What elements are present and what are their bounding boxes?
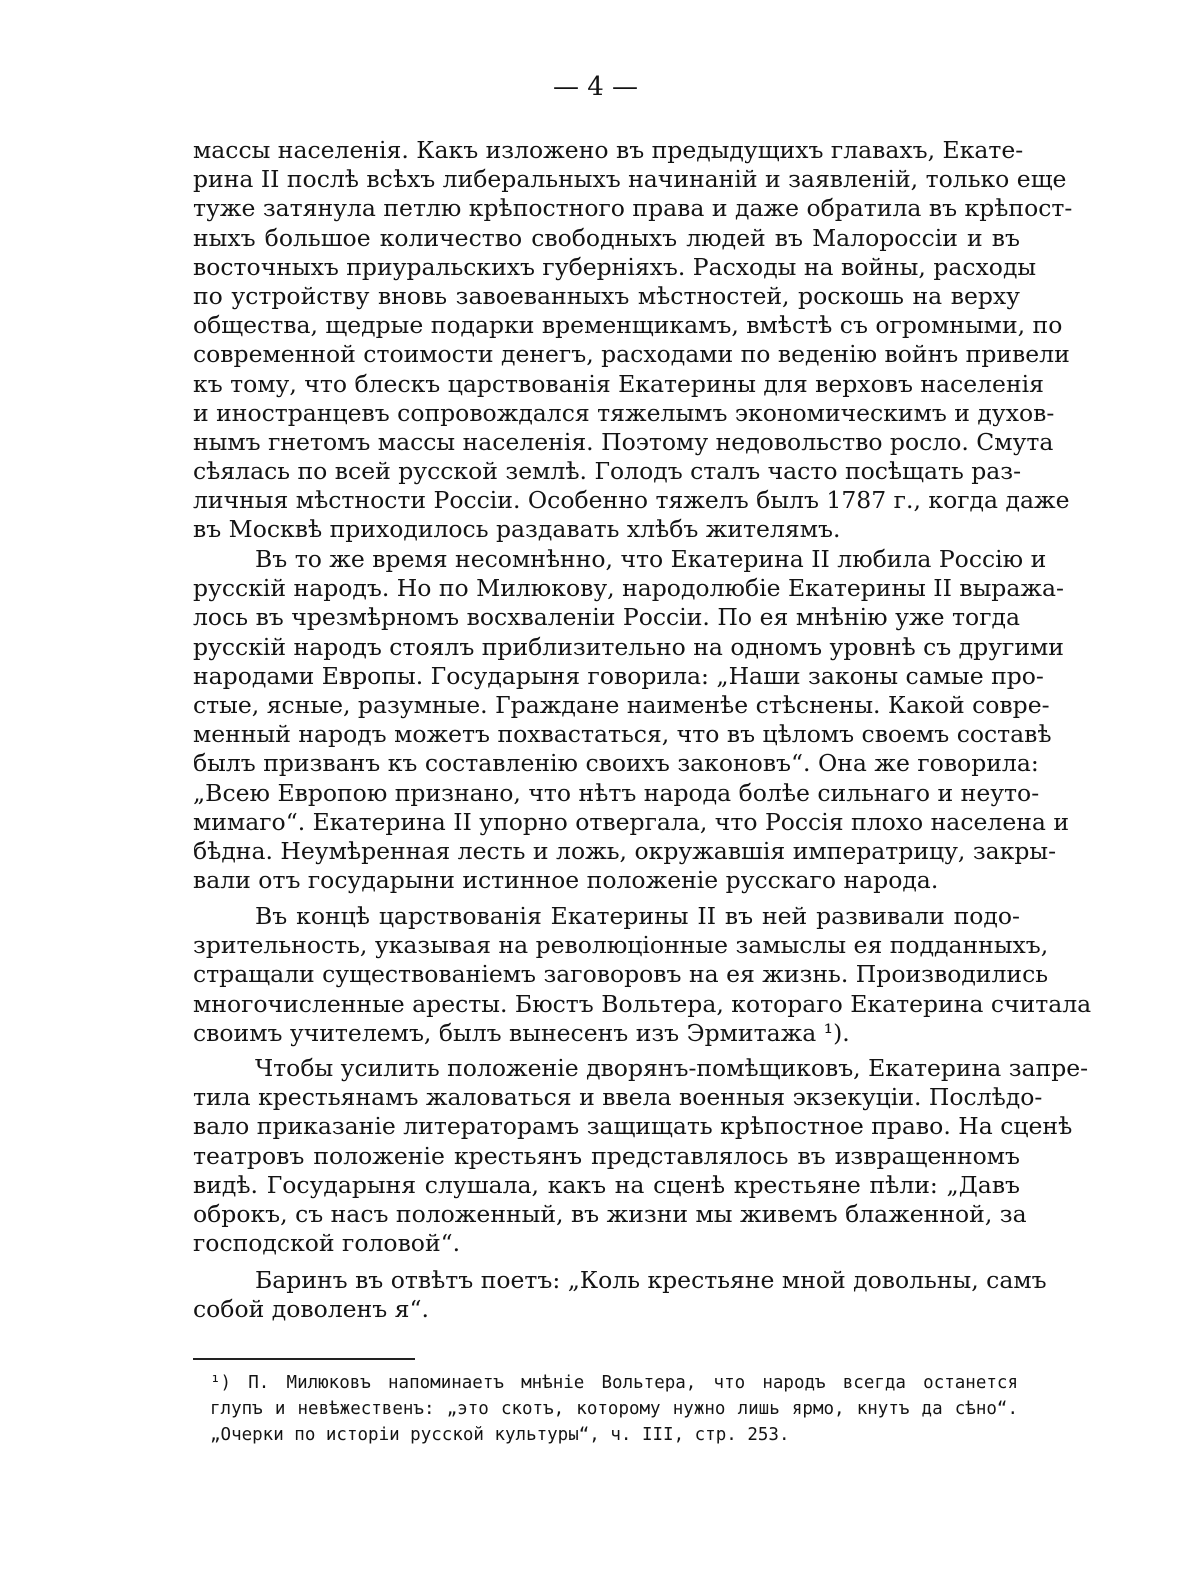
text-line: бѣдна. Неумѣренная лесть и ложь, окружавшія императрицу, закры-: [193, 836, 1057, 865]
text-line: туже затянула петлю крѣпостного права и даже обратила въ крѣпост-: [193, 194, 1073, 223]
text-line: русскій народъ стоялъ приблизительно на одномъ уровнѣ съ другими: [193, 632, 1064, 661]
text-line: ныхъ большое количество свободныхъ людей въ Малороссіи и въ: [193, 223, 1020, 252]
footnote-line: глупъ и невѣжественъ: „это скотъ, которому нужно лишь ярмо, кнутъ да сѣно“.: [210, 1399, 1018, 1419]
text-line: Въ концѣ царствованія Екатерины II въ ней развивали подо-: [255, 902, 1020, 930]
text-line: массы населенія. Какъ изложено въ предыдущихъ главахъ, Екате-: [193, 136, 1024, 164]
text-line: нымъ гнетомъ массы населенія. Поэтому недовольство росло. Смута: [193, 427, 1054, 456]
text-line: стые, ясные, разумные. Граждане наименѣе стѣснены. Какой совре-: [193, 690, 1050, 719]
text-line: „Всею Европою признано, что нѣтъ народа болѣе сильнаго и неуто-: [193, 778, 1040, 807]
text-line: вали отъ государыни истинное положеніе русскаго народа.: [193, 866, 939, 895]
footnote-divider: [193, 1358, 415, 1360]
text-line: театровъ положеніе крестьянъ представлялось въ извращенномъ: [193, 1141, 1020, 1170]
text-line: своимъ учителемъ, былъ вынесенъ изъ Эрмитажа ¹).: [193, 1018, 850, 1047]
text-line: оброкъ, съ насъ положенный, въ жизни мы живемъ блаженной, за: [193, 1199, 1027, 1228]
text-line: господской головой“.: [193, 1229, 461, 1258]
text-line: зрительность, указывая на революціонные замыслы ея подданныхъ,: [193, 931, 1049, 960]
footnote-line: ¹) П. Милюковъ напоминаетъ мнѣніе Вольтера, что народъ всегда останется: [210, 1373, 1018, 1393]
text-line: собой доволенъ я“.: [193, 1295, 429, 1324]
text-line: Чтобы усилить положеніе дворянъ-помѣщиковъ, Екатерина запре-: [255, 1054, 1089, 1082]
text-line: къ тому, что блескъ царствованія Екатерины для верховъ населенія: [193, 369, 1044, 398]
text-line: русскій народъ. Но по Милюкову, народолюбіе Екатерины II выража-: [193, 574, 1064, 603]
text-line: менный народъ можетъ похвастаться, что въ цѣломъ своемъ составѣ: [193, 720, 1052, 749]
text-line: въ Москвѣ приходилось раздавать хлѣбъ жителямъ.: [193, 515, 841, 544]
text-line: Въ то же время несомнѣнно, что Екатерина II любила Россію и: [255, 545, 1047, 573]
text-line: рина II послѣ всѣхъ либеральныхъ начинаній и заявленій, только еще: [193, 165, 1067, 194]
footnote: [210, 1370, 1018, 1448]
text-line: восточныхъ приуральскихъ губерніяхъ. Расходы на войны, расходы: [193, 252, 1037, 281]
text-line: мимаго“. Екатерина II упорно отвергала, что Россія плохо населена и: [193, 807, 1070, 836]
text-line: личныя мѣстности Россіи. Особенно тяжелъ былъ 1787 г., когда даже: [193, 486, 1070, 515]
text-line: и иностранцевъ сопровождался тяжелымъ экономическимъ и духов-: [193, 398, 1055, 427]
paragraph-4: [193, 1054, 1089, 1258]
text-line: лось въ чрезмѣрномъ восхваленіи Россіи. По ея мнѣнію уже тогда: [193, 603, 1020, 632]
text-line: сѣялась по всей русской землѣ. Голодъ сталъ часто посѣщать раз-: [193, 457, 1022, 486]
text-line: многочисленные аресты. Бюстъ Вольтера, котораго Екатерина считала: [193, 989, 1092, 1018]
paragraph-2: [193, 545, 1070, 895]
text-line: былъ призванъ къ составленію своихъ законовъ“. Она же говорила:: [193, 749, 1039, 778]
page-number: — 4 —: [552, 72, 639, 102]
text-line: видѣ. Государыня слушала, какъ на сценѣ крестьяне пѣли: „Давъ: [193, 1170, 1020, 1199]
text-line: по устройству вновь завоеванныхъ мѣстностей, роскошь на верху: [193, 281, 1020, 310]
text-line: народами Европы. Государыня говорила: „Наши законы самые про-: [193, 661, 1044, 690]
text-line: современной стоимости денегъ, расходами по веденію войнъ привели: [193, 340, 1070, 369]
text-line: тила крестьянамъ жаловаться и ввела военныя экзекуціи. Послѣдо-: [193, 1083, 1043, 1112]
footnote-line: „Очерки по исторіи русской культуры“, ч. III, стр. 253.: [210, 1425, 790, 1445]
text-line: вало приказаніе литераторамъ защищать крѣпостное право. На сценѣ: [193, 1112, 1073, 1141]
text-line: Баринъ въ отвѣтъ поетъ: „Коль крестьяне мной довольны, самъ: [255, 1266, 1047, 1294]
paragraph-1: [193, 136, 1073, 545]
paragraph-5: [193, 1266, 1047, 1324]
text-line: стращали существованіемъ заговоровъ на ея жизнь. Производились: [193, 960, 1049, 989]
text-line: общества, щедрые подарки временщикамъ, вмѣстѣ съ огромными, по: [193, 311, 1063, 340]
paragraph-3: [193, 902, 1092, 1048]
